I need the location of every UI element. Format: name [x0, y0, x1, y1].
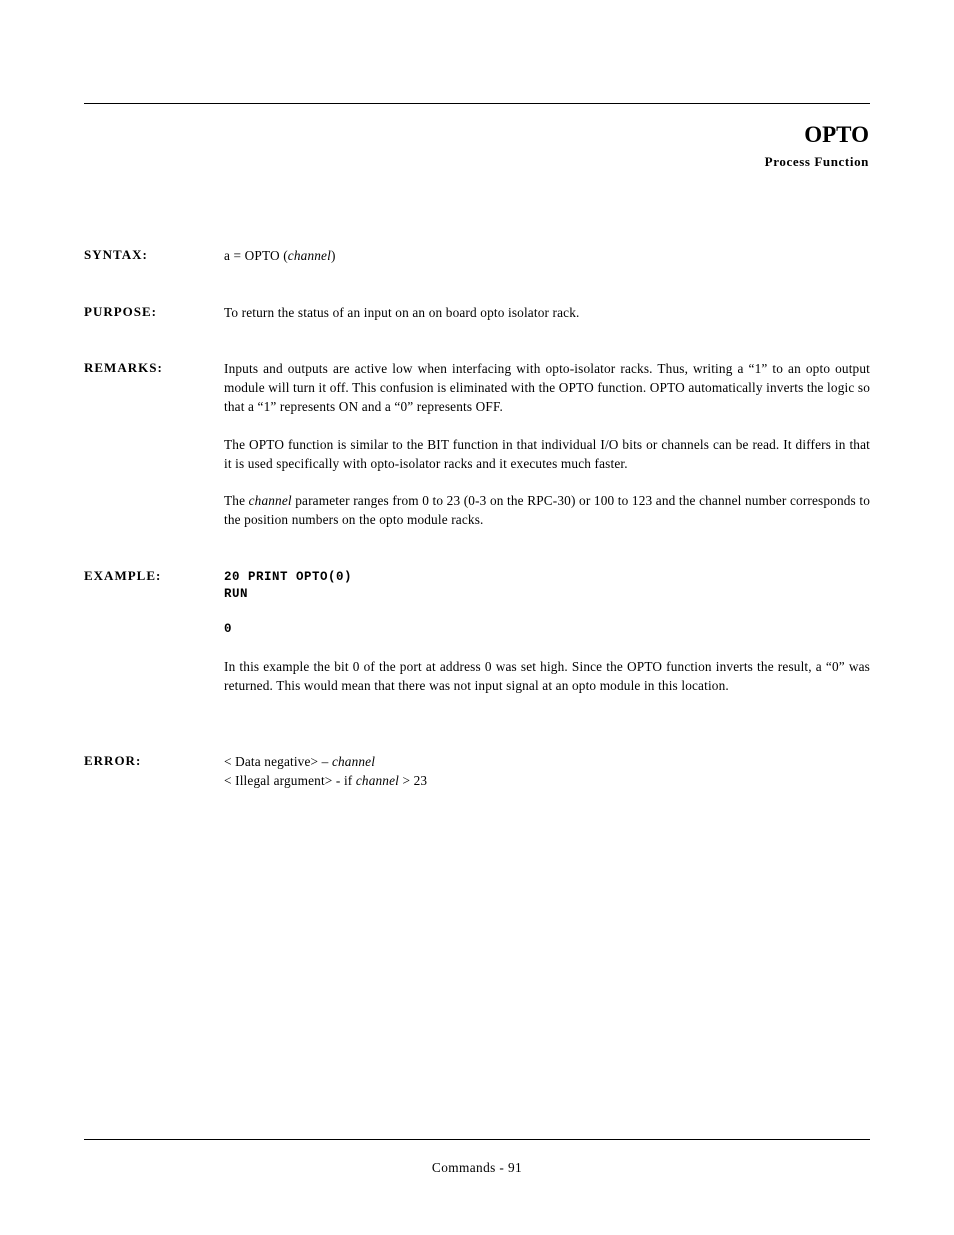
syntax-param: channel	[287, 248, 331, 263]
remarks-p3-param: channel	[248, 493, 292, 508]
error-line-1-text: < Data negative> –	[224, 754, 332, 769]
example-label: EXAMPLE:	[84, 568, 162, 583]
example-output: 0	[224, 622, 233, 636]
example-text: In this example the bit 0 of the port at address 0 was set high. Since the OPTO function inverts the result, a “0” was returned. This would mean that there was not input signal at an opto module in this location.	[224, 659, 870, 693]
footer-rule	[84, 1139, 870, 1140]
remarks-p3-before: The	[224, 493, 249, 508]
syntax-text	[224, 246, 870, 265]
purpose-label: PURPOSE:	[84, 304, 157, 319]
example-code	[224, 569, 870, 603]
example-explanation	[224, 657, 870, 695]
remarks-paragraph-3	[224, 491, 870, 529]
remarks-p3-after: parameter ranges from 0 to 23 (0-3 on the RPC-30) or 100 to 123 and the channel number corresponds to the position numbers on the opto module racks.	[224, 493, 870, 527]
error-line-2-text: < Illegal argument> - if	[224, 773, 356, 788]
remarks-p2: The OPTO function is similar to the BIT function in that individual I/O bits or channels can be read. It differs in that it is used specifically with opto-isolator racks and it executes much faster.	[224, 437, 870, 471]
error-list	[224, 752, 870, 790]
syntax-suffix: )	[330, 248, 336, 263]
syntax-label: SYNTAX:	[84, 247, 148, 262]
remarks-paragraph-1	[224, 359, 870, 416]
page-subtitle: Process Function	[764, 154, 869, 169]
error-line-2-after: > 23	[399, 773, 428, 788]
remarks-label: REMARKS:	[84, 360, 163, 375]
remarks-paragraph-2	[224, 435, 870, 473]
remarks-p3	[224, 491, 870, 529]
page-title: OPTO	[804, 122, 869, 147]
error-line-1-param: channel	[331, 754, 376, 769]
error-label: ERROR:	[84, 753, 142, 768]
page-footer: Commands - 91	[431, 1160, 523, 1175]
example-code-line-1: 20 PRINT OPTO(0)	[224, 570, 353, 584]
remarks-p1: Inputs and outputs are active low when interfacing with opto-isolator racks. Thus, writing a “1” to an opto output module will turn it off. This confusion is eliminated with the OPTO function. OPTO automatically inverts the logic so that a “1” represents ON and a “0” represents OFF.	[224, 361, 870, 414]
example-code-line-2: RUN	[224, 587, 249, 601]
header-rule	[84, 103, 870, 104]
syntax-prefix: a = OPTO (	[224, 248, 288, 263]
error-line-2	[224, 771, 870, 790]
error-line-2-param: channel	[355, 773, 400, 788]
purpose-text: To return the status of an input on an on board opto isolator rack.	[224, 305, 580, 320]
error-line-1	[224, 752, 870, 771]
